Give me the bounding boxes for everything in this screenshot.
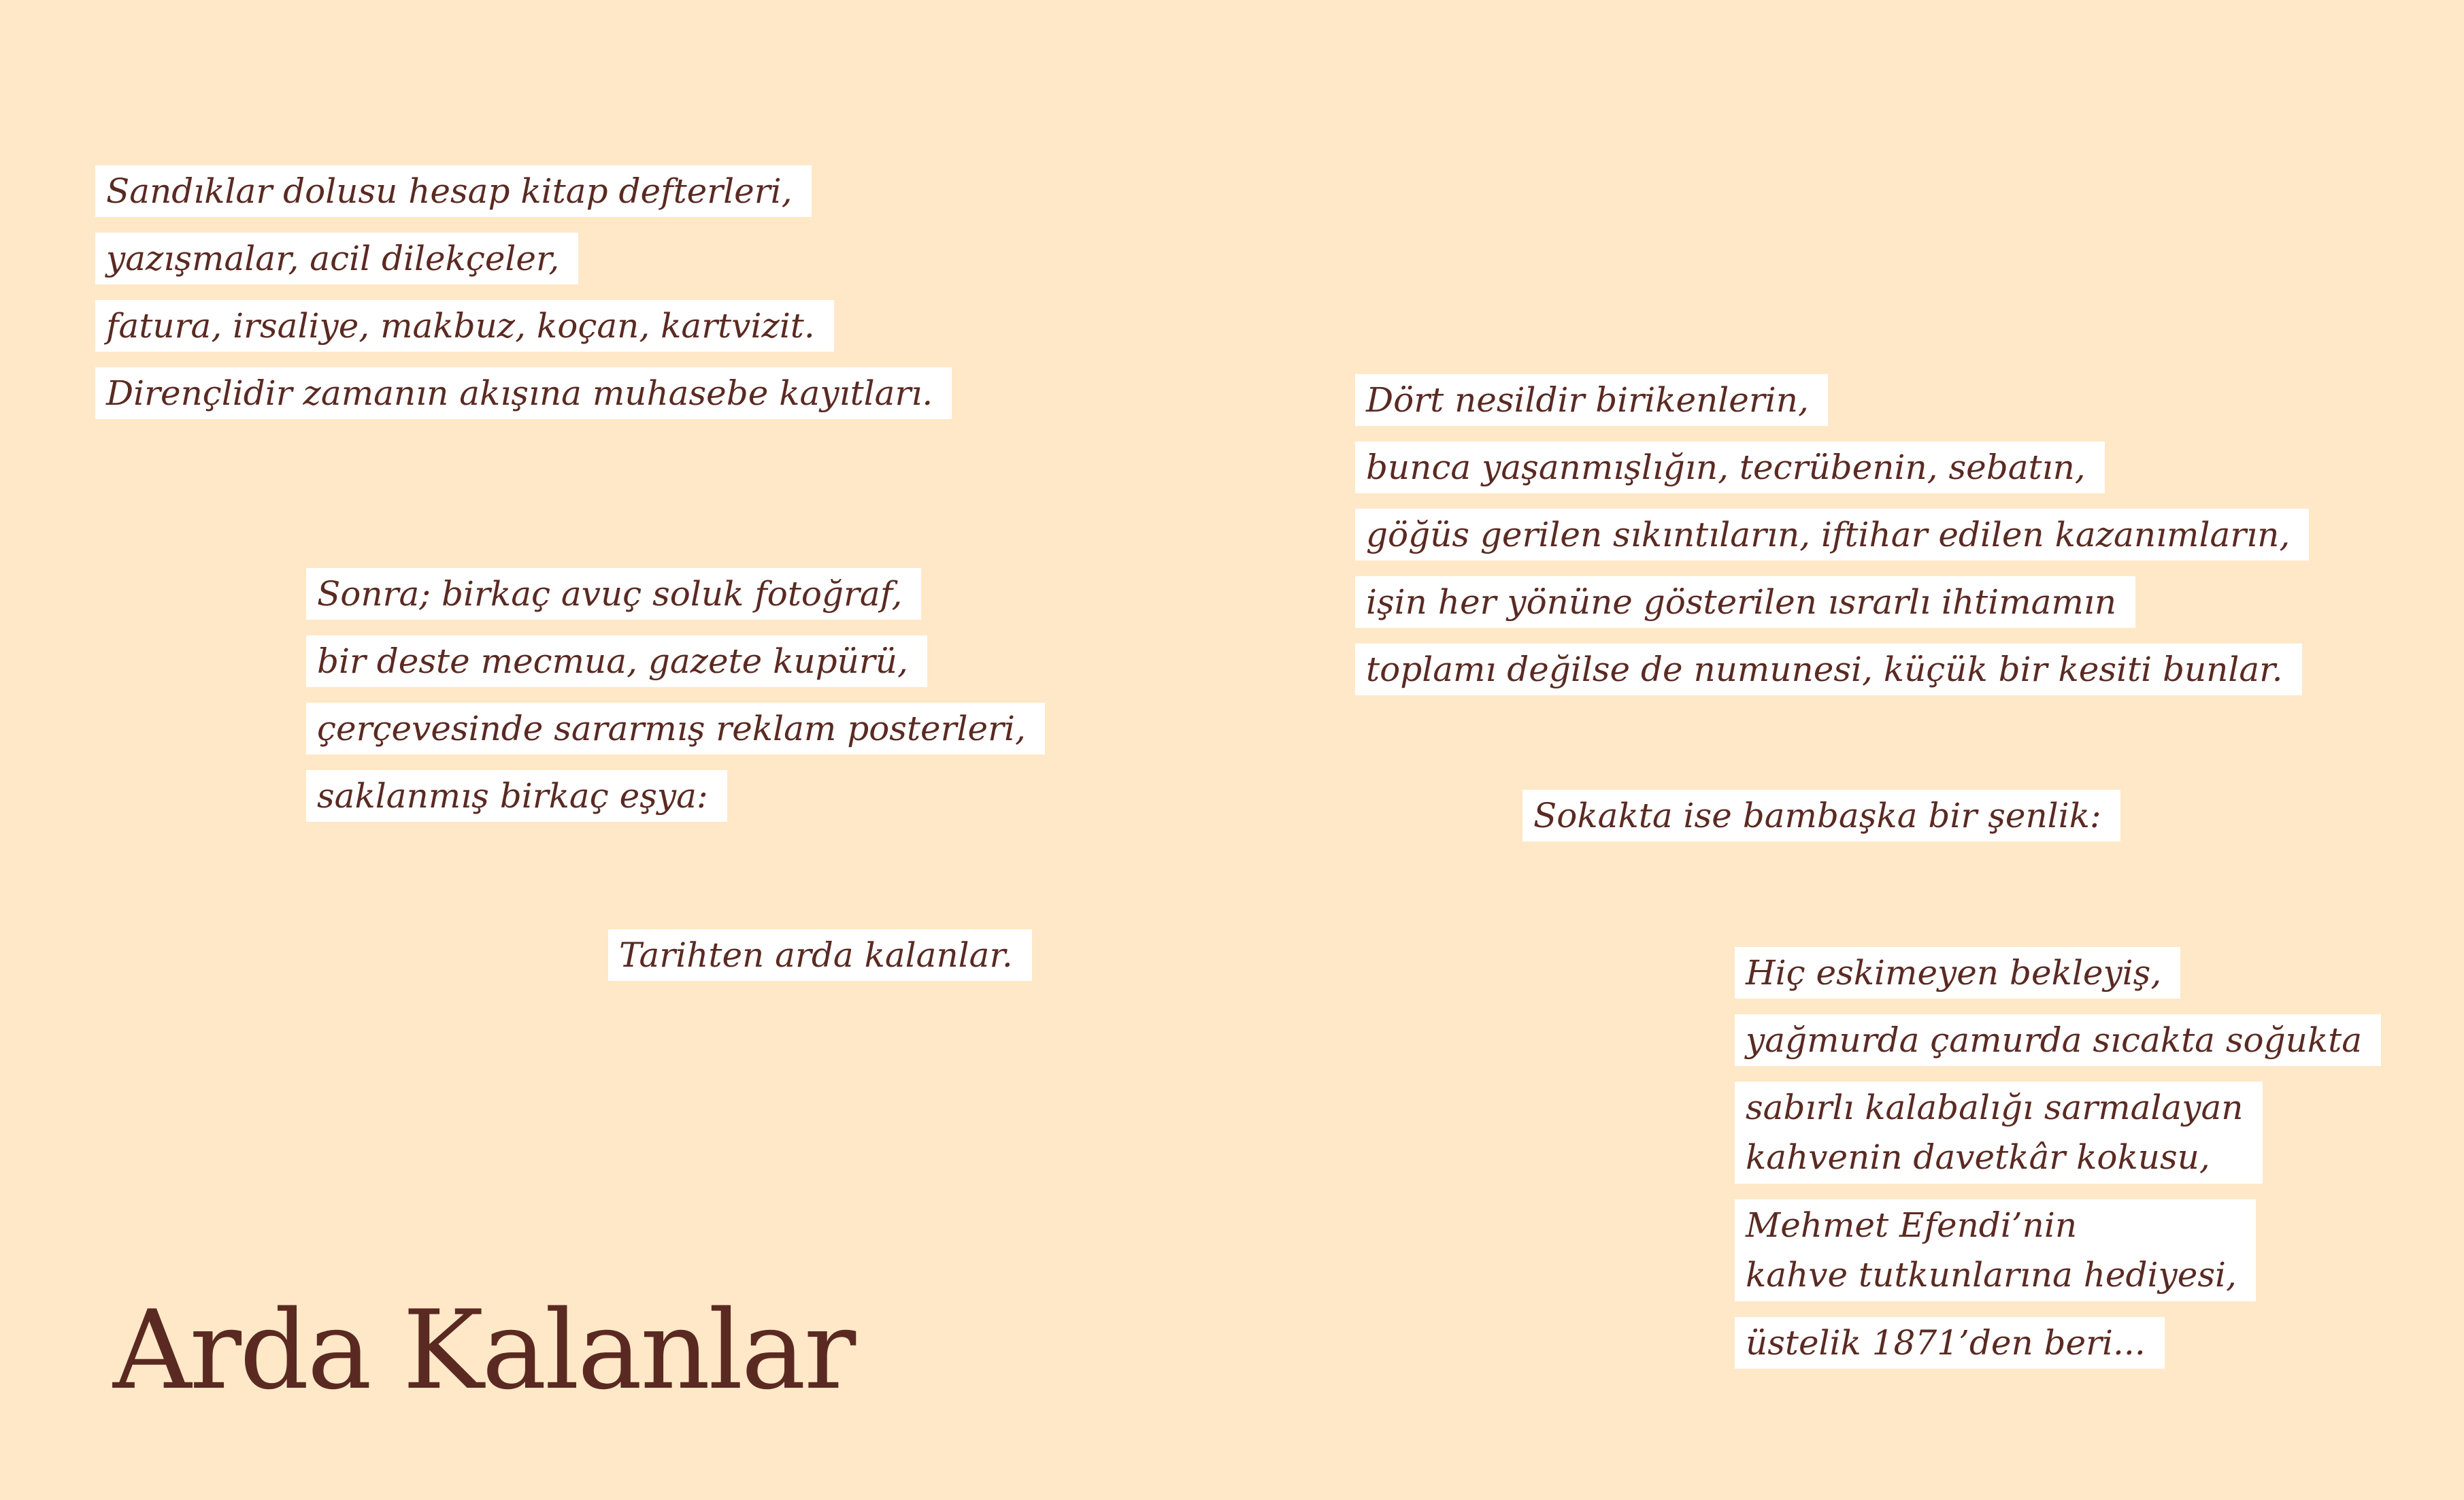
left-stanza-2 <box>306 568 1045 822</box>
poem-line: Sokakta ise bambaşka bir şenlik: <box>1522 790 2120 841</box>
poem-line-pair <box>1735 1199 2256 1301</box>
left-stanza-3 <box>608 929 1032 981</box>
poem-line: Dört nesildir birikenlerin, <box>1355 374 1828 426</box>
poem-line: üstelik 1871’den beri... <box>1735 1317 2165 1369</box>
poem-line: sabırlı kalabalığı sarmalayan <box>1746 1088 2244 1127</box>
poem-line: işin her yönüne gösterilen ısrarlı ihtimamın <box>1355 576 2135 628</box>
poem-line: Mehmet Efendi’nin <box>1746 1205 2078 1245</box>
poem-line: saklanmış birkaç eşya: <box>306 770 727 822</box>
poem-line: Hiç eskimeyen bekleyiş, <box>1735 947 2180 999</box>
poem-line: yazışmalar, acil dilekçeler, <box>95 233 578 284</box>
poem-line: göğüs gerilen sıkıntıların, iftihar edilen kazanımların, <box>1355 509 2309 561</box>
poem-line: Dirençlidir zamanın akışına muhasebe kayıtları. <box>95 367 952 419</box>
poem-line: fatura, irsaliye, makbuz, koçan, kartvizit. <box>95 300 834 352</box>
page-title: Arda Kalanlar <box>113 1286 854 1414</box>
poem-line: bir deste mecmua, gazete kupürü, <box>306 635 927 687</box>
poem-line-pair <box>1735 1082 2263 1184</box>
poem-line: Sonra; birkaç avuç soluk fotoğraf, <box>306 568 921 620</box>
left-stanza-1 <box>95 165 952 419</box>
right-stanza-1 <box>1355 374 2309 695</box>
right-stanza-3 <box>1735 947 2381 1369</box>
poem-line: Sandıklar dolusu hesap kitap defterleri, <box>95 165 812 217</box>
right-stanza-2 <box>1522 790 2120 841</box>
poem-line: çerçevesinde sararmış reklam posterleri, <box>306 703 1045 754</box>
poem-line: kahve tutkunlarına hediyesi, <box>1746 1255 2237 1295</box>
poem-line: bunca yaşanmışlığın, tecrübenin, sebatın, <box>1355 441 2105 493</box>
poem-line: toplamı değilse de numunesi, küçük bir kesiti bunlar. <box>1355 644 2302 695</box>
poem-line: kahvenin davetkâr kokusu, <box>1746 1137 2210 1177</box>
poem-line: Tarihten arda kalanlar. <box>608 929 1032 981</box>
poem-line: yağmurda çamurda sıcakta soğukta <box>1735 1014 2381 1066</box>
